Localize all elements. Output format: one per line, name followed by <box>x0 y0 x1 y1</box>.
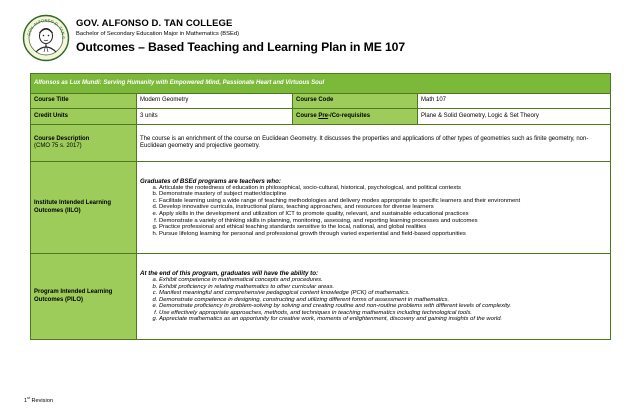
credit-units-label: Credit Units <box>31 109 137 125</box>
pilo-content <box>137 254 611 340</box>
iilo-item: f. Demonstrate a variety of thinking skills in planning, monitoring, assessing, and reporting learning processes and outcomes <box>159 218 607 225</box>
document-title: Outcomes – Based Teaching and Learning Plan in ME 107 <box>76 40 406 54</box>
iilo-item: d. Develop innovative curricula, instructional plans, teaching approaches, and resources for diverse learners <box>159 204 607 211</box>
program-name: Bachelor of Secondary Education Major in Mathematics (BSEd) <box>76 31 240 37</box>
pilo-item: g. Appreciate mathematics as an opportunity for creative work, moments of enlightenment, discovery and gaining insights of the world. <box>159 316 607 323</box>
revision-label: Revision <box>29 397 53 404</box>
iilo-heading: Graduates of BSEd programs are teachers who: <box>140 177 281 185</box>
course-title-value: Modern Geometry <box>137 94 293 109</box>
course-title-row <box>31 94 611 109</box>
pilo-item: b. Exhibit proficiency in relating mathematics to other curricular areas. <box>159 284 607 291</box>
course-code-value: Math 107 <box>418 94 611 109</box>
prereq-label-underlined: Pre <box>318 112 329 119</box>
iilo-label: Institute Intended Learning Outcomes (IILO) <box>31 162 137 254</box>
banner-row <box>31 74 611 94</box>
iilo-item: c. Facilitate learning using a wide range of teaching methodologies and delivery modes appropriate to specific learners and their environment <box>159 198 607 205</box>
pilo-item: f. Use effectively appropriate approaches, methods, and techniques in teaching mathematics including technological tools. <box>159 310 607 317</box>
prerequisites-label <box>293 109 418 125</box>
institution-motto-banner: Alfonsos as Lux Mundi: Serving Humanity with Empowered Mind, Passionate Heart and Virtuous Soul <box>31 74 611 94</box>
course-description-text: The course is an enrichment of the course on Euclidean Geometry. It discusses the properties and applications of other types of geometries such as finite geometry, non-Euclidean geometry and projective geometry. <box>137 125 611 162</box>
document-header <box>22 14 622 66</box>
prereq-label-part: Course <box>296 112 319 119</box>
course-code-label: Course Code <box>293 94 418 109</box>
pilo-label: Program Intended Learning Outcomes (PILO) <box>31 254 137 340</box>
iilo-row <box>31 162 611 254</box>
college-name: GOV. ALFONSO D. TAN COLLEGE <box>76 18 233 29</box>
credit-units-value: 3 units <box>137 109 293 125</box>
pilo-list <box>140 277 607 323</box>
pilo-item: a. Exhibit competence in mathematical concepts and procedures. <box>159 277 607 284</box>
credit-units-row <box>31 109 611 125</box>
course-description-cmo: (CMO 75 s. 2017) <box>34 143 82 149</box>
iilo-item: b. Demonstrate mastery of subject matter/discipline <box>159 191 607 198</box>
course-description-heading: Course Description <box>34 135 90 142</box>
iilo-item: a. Articulate the rootedness of education in philosophical, socio-cultural, historical, psychological, and political contexts <box>159 185 607 192</box>
pilo-heading: At the end of this program, graduates will have the ability to: <box>140 270 319 278</box>
course-info-table <box>30 73 611 340</box>
revision-footer <box>24 396 53 404</box>
iilo-item: e. Apply skills in the development and utilization of ICT to promote quality, relevant, and sustainable educational practices <box>159 211 607 218</box>
prereq-label-rest: -/Co-requisites <box>328 112 371 119</box>
pilo-item: d. Demonstrate competence in designing, constructing and utilizing different forms of assessment in mathematics. <box>159 297 607 304</box>
pilo-row <box>31 254 611 340</box>
course-description-row <box>31 125 611 162</box>
pilo-item: e. Demonstrate proficiency in problem-solving by solving and creating routine and non-routine problems with different levels of complexity. <box>159 303 607 310</box>
pilo-item: c. Manifest meaningful and comprehensive pedagogical content knowledge (PCK) of mathematics. <box>159 290 607 297</box>
course-description-label <box>31 125 137 162</box>
revision-number: 1 <box>24 397 28 404</box>
iilo-item: g. Practice professional and ethical teaching standards sensitive to the local, national, and global realities <box>159 224 607 231</box>
course-title-label: Course Title <box>31 94 137 109</box>
iilo-content <box>137 162 611 254</box>
logo-ring-text: GOV. ALFONSO D. TAN C <box>26 17 67 40</box>
iilo-list <box>140 185 607 237</box>
prerequisites-value: Plane & Solid Geometry, Logic & Set Theory <box>418 109 611 125</box>
revision-ordinal: st <box>27 396 30 400</box>
iilo-item: h. Pursue lifelong learning for personal and professional growth through varied experiential and field-based opportunities <box>159 231 607 238</box>
college-seal-icon <box>22 14 70 62</box>
